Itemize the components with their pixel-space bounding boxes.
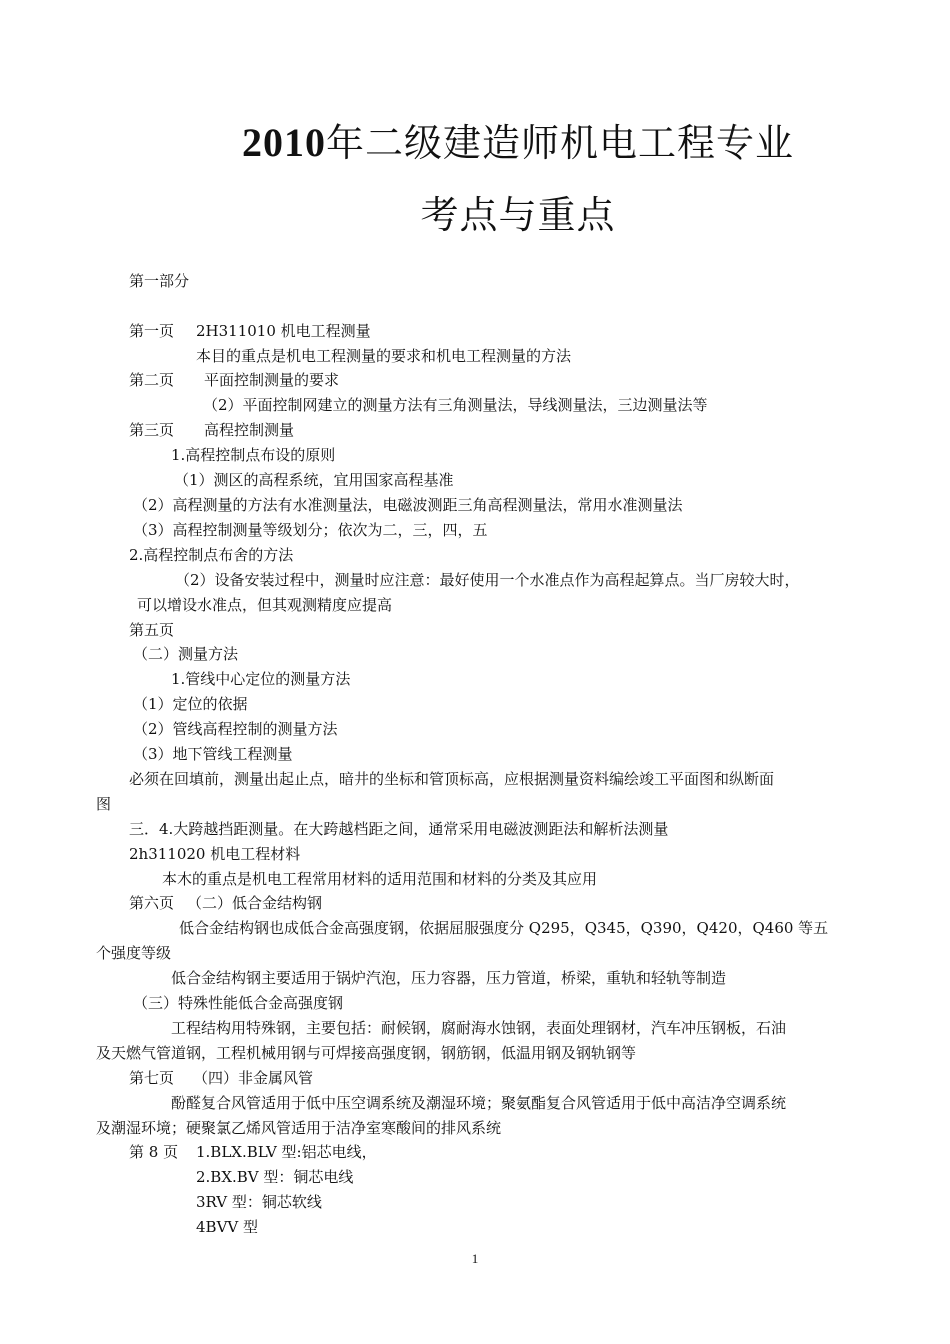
text-line: （2）设备安装过程中，测量时应注意：最好使用一个水准点作为高程起算点。当厂房较大时， <box>175 571 800 589</box>
entry-text: （四）非金属风管 <box>193 1069 314 1087</box>
section-heading: 第一部分 <box>129 272 190 290</box>
text-line: 低合金结构钢主要适用于锅炉汽泡，压力容器，压力管道，桥梁，重轨和轻轨等制造 <box>171 969 727 987</box>
text-line: 本目的重点是机电工程测量的要求和机电工程测量的方法 <box>196 347 572 365</box>
page-entry-8 <box>129 1142 377 1162</box>
entry-text: （二）低合金结构钢 <box>187 894 323 912</box>
text-line: （2）高程测量的方法有水准测量法，电磁波测距三角高程测量法，常用水准测量法 <box>133 496 683 514</box>
text-line: 必须在回填前，测量出起止点，暗井的坐标和管顶标高，应根据测量资料编绘竣工平面图和纵断面 <box>129 770 775 788</box>
text-line: 第五页 <box>129 621 175 639</box>
page-label: 第三页 <box>129 421 175 439</box>
title-line-1-text: 年二级建造师机电工程专业 <box>325 121 794 165</box>
page-entry-3 <box>129 420 294 440</box>
page-label: 第 8 页 <box>129 1143 179 1161</box>
text-line: 个强度等级 <box>96 944 172 962</box>
document-title-line-2: 考点与重点 <box>420 193 616 237</box>
text-line: 及天燃气管道钢，工程机械用钢与可焊接高强度钢，钢筋钢，低温用钢及钢轨钢等 <box>96 1044 637 1062</box>
page-label: 第二页 <box>129 371 175 389</box>
text-line: 3RV 型：铜芯软线 <box>196 1193 322 1211</box>
page-label: 第一页 <box>129 322 175 340</box>
text-line: 三．4.大跨越挡距测量。在大跨越档距之间，通常采用电磁波测距法和解析法测量 <box>129 820 669 838</box>
text-line: 本木的重点是机电工程常用材料的适用范围和材料的分类及其应用 <box>162 870 598 888</box>
page-entry-6 <box>129 893 322 913</box>
page-entry-1 <box>129 321 371 341</box>
page-entry-2 <box>129 370 339 390</box>
text-line: 工程结构用特殊钢，主要包括：耐候钢，腐耐海水蚀钢，表面处理钢材，汽车冲压钢板，石油 <box>171 1019 787 1037</box>
text-line: 图 <box>96 795 112 813</box>
text-line: 酚醛复合风管适用于低中压空调系统及潮湿环境；聚氨酯复合风管适用于低中高洁净空调系统 <box>171 1094 787 1112</box>
page-label: 第七页 <box>129 1069 175 1087</box>
text-line: （3）高程控制测量等级划分；依次为二，三，四，五 <box>133 521 488 539</box>
text-line: 及潮湿环境；硬聚氯乙烯风管适用于洁净室寒酸间的排风系统 <box>96 1119 502 1137</box>
text-line: （1）定位的依据 <box>133 695 248 713</box>
document-title-line-1 <box>0 112 950 167</box>
entry-text: 1.BLX.BLV 型:铝芯电线， <box>196 1143 377 1161</box>
text-line: 可以增设水准点，但其观测精度应提高 <box>137 596 393 614</box>
text-line: 2.BX.BV 型：铜芯电线 <box>196 1168 354 1186</box>
text-line: （1）测区的高程系统，宜用国家高程基准 <box>174 471 454 489</box>
text-line: 低合金结构钢也成低合金高强度钢，依据屈服强度分 Q295，Q345，Q390，Q420，Q460 等五 <box>179 919 829 937</box>
text-line: （3）地下管线工程测量 <box>133 745 293 763</box>
page-entry-7 <box>129 1068 313 1088</box>
entry-text: 高程控制测量 <box>204 421 295 439</box>
text-line: 2h311020 机电工程材料 <box>129 845 301 863</box>
title-year: 2010 <box>241 120 326 165</box>
text-line: 1.高程控制点布设的原则 <box>171 446 336 464</box>
entry-text: 2H311010 机电工程测量 <box>196 322 371 340</box>
text-line: （二）测量方法 <box>133 645 239 663</box>
entry-text: 平面控制测量的要求 <box>204 371 340 389</box>
text-line: （2）平面控制网建立的测量方法有三角测量法，导线测量法，三边测量法等 <box>203 396 708 414</box>
text-line: 4BVV 型 <box>196 1218 258 1236</box>
text-line: 2.高程控制点布舍的方法 <box>129 546 294 564</box>
page-label: 第六页 <box>129 894 175 912</box>
page-number: 1 <box>471 1251 479 1266</box>
text-line: 1.管线中心定位的测量方法 <box>171 670 351 688</box>
text-line: （2）管线高程控制的测量方法 <box>133 720 338 738</box>
text-line: （三）特殊性能低合金高强度钢 <box>133 994 344 1012</box>
